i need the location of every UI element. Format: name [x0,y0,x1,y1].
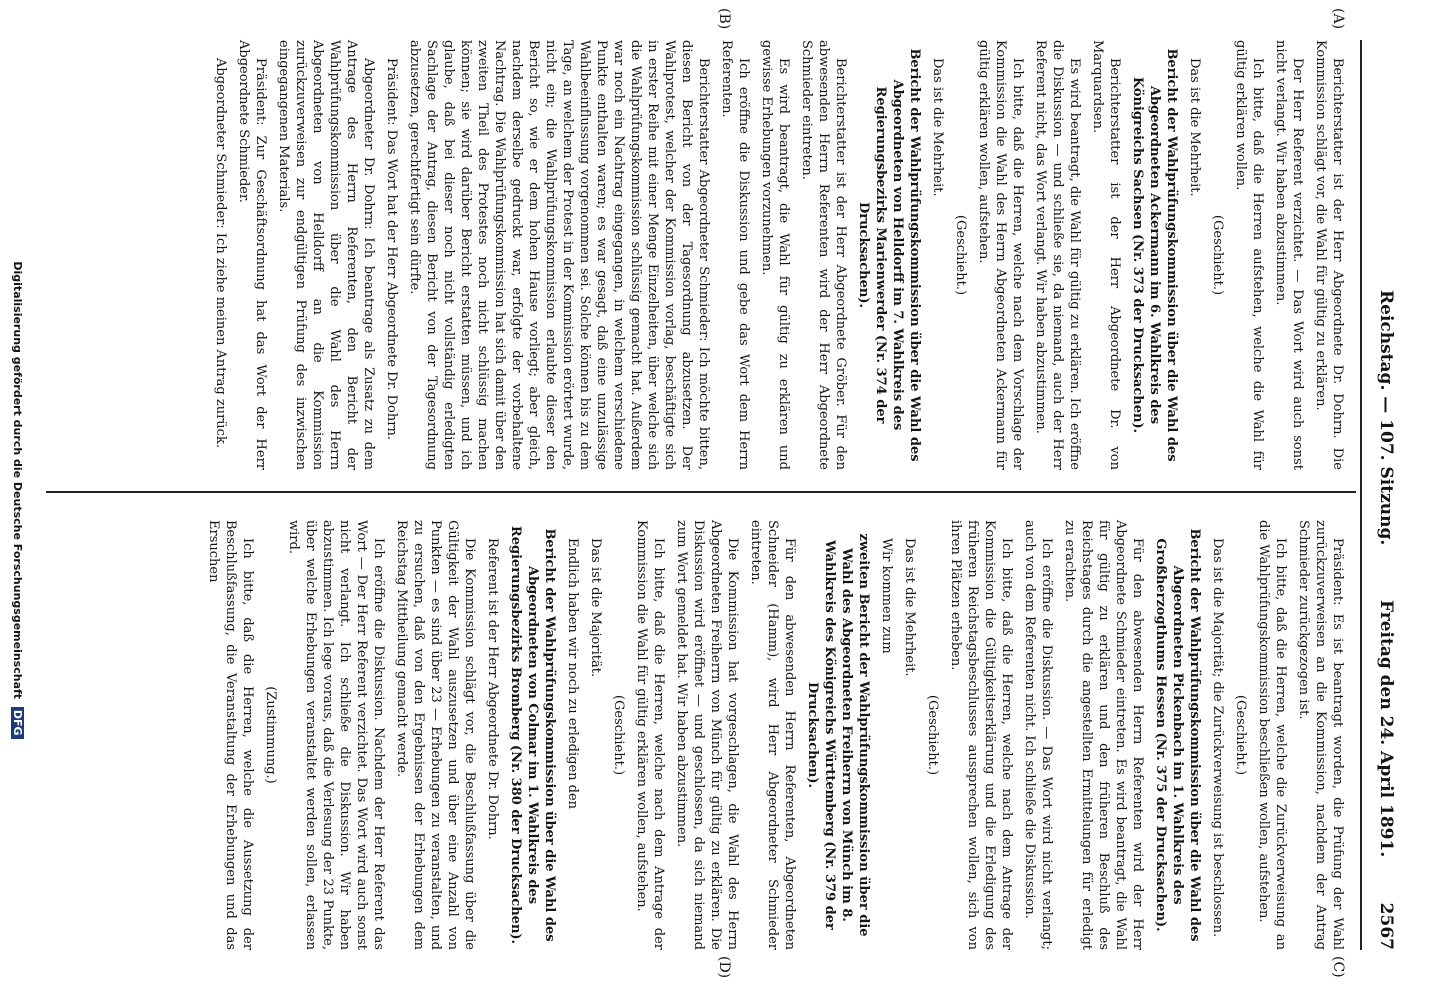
paragraph: Ich bitte, daß die Herren, welche nach dem Antrage der Kommission die Wahl für gültig erklären wollen, aufstehen. [634,520,666,950]
paragraph: Wir kommen zum [879,538,894,654]
page-header [1366,40,1402,950]
section-heading: Bericht der Wahlprüfungskommission über die Wahl des Abgeordneten Pickenbach im 1. Wahlkreis des Großherzogthums Hessen (Nr. 375 der Drucksachen). [1153,528,1202,942]
header-title: Reichstag. — 107. Sitzung. [1376,290,1396,546]
paragraph: Referent ist der Herr Abgeordnete Dr. Dohrn. [485,538,500,840]
paragraph: Berichterstatter ist der Herr Abgeordnete Gröber. Für den abwesenden Herrn Referenten wird der Herr Abgeordnete Schmieder eintreten. [799,40,848,470]
margin-marker-b: (B) [716,8,732,30]
paragraph: Ich eröffne die Diskussion und gebe das Wort dem Herrn Referenten. [719,40,751,470]
stage-direction: (Geschieht.) [1233,694,1248,776]
left-column [206,40,1346,470]
paragraph: Das ist die Majorität. [588,538,603,678]
margin-marker-c: (C) [1330,956,1346,978]
paragraph: Ich bitte, daß die Herren, welche die Zurückverweisung an die Wahlprüfungskommission beschließen wollen, aufstehen. [1256,520,1288,950]
stage-direction: (Zustimmung.) [263,686,278,784]
paragraph: Präsident: Zur Geschäftsordnung hat das Wort der Herr Abgeordnete Schmieder. [236,40,268,470]
paragraph: Ich bitte, daß die Herren, welche nach dem Antrage der Kommission die Gültigkeitserklärung und die Erledigung des früheren Reichstagsbeschlusses aussprechen wollen, sich von ihren Plätzen erheben. [948,520,1014,950]
paragraph: Für den abwesenden Herrn Referenten wird der Herr Abgeordnete Schmieder eintreten. Es wird beantragt, die Wahl für gültig zu erklären und den früheren Beschluß des Reichstages durch die angestellten Ermittelungen für erledigt zu erachten. [1062,520,1145,950]
paragraph: Ich bitte, daß die Herren, welche nach dem Vorschlage der Kommission die Wahl des Herrn Abgeordneten Ackermann für gültig erklären wollen, aufstehen. [976,40,1025,470]
paragraph: Das ist die Mehrheit. [930,58,945,197]
section-heading: Bericht der Wahlprüfungskommission über die Wahl des Abgeordneten Ackermann im 6. Wahlkreis des Königreichs Sachsen (Nr. 373 der Drucksachen). [1130,48,1179,462]
paragraph: Ich eröffne die Diskussion. Nachdem der Herr Referent das Wort — Der Herr Referent verzichtet. Das Wort wird auch sonst nicht verlangt. Ich schließe die Diskussion. Wir haben abzustimmen. Ich lege voraus, daß die Verlesung der 23 Punkte, über welche Erhebungen veranstaltet werden sollen, erlassen wird. [286,520,386,950]
dfg-logo: DFG [11,707,24,739]
paragraph: Berichterstatter Abgeordneter Schmieder: Ich möchte bitten, diesen Bericht von der Tagesordnung abzusetzen. Der Wahlprotest, welcher der Kommission vorlag, beschäftigte sich in erster Reihe mit einer Menge Einzelheiten, über welche sich die Wahlprüfungskommission schlüssig gemacht hat. Außerdem war noch ein Nachtrag eingegangen, in welchem verschiedene Punkte enthalten waren; es war gesagt, daß eine unzulässige Wahlbeeinflussung vorgenommen sei. Solche können bis zu dem Tage, an welchem der Protest in der Kommission erörtert wurde, nicht ein; die Wahlprüfungskommission erlaubte dieser den Bericht so, wie er dem hohen Hause vorliegt; aber gleich, nachdem derselbe gedruckt war, erfolgte der vorbehaltene Nachtrag. Die Wahlprüfungskommission hat sich damit über den zweiten Theil des Protestes noch nicht schlüssig machen können; sie wird darüber Bericht erstatten müssen, und ich glaube, daß bei dieser noch nicht vollständig erledigten Sachlage der Antrag, diesen Bericht von der Tagesordnung abzusetzen, gerechtfertigt sein dürfte. [407,40,711,470]
header-rule [1360,40,1362,950]
paragraph: Ich bitte, daß die Herren aufstehen, welche die Wahl für gültig erklären wollen. [1233,40,1265,470]
page-number: 2567 [1376,902,1396,950]
right-column [199,520,1346,950]
digitization-footer [11,0,24,1000]
paragraph: Für den abwesenden Herrn Referenten, Abgeordneten Schneider (Hamm), wird Herr Abgeordneter Schmieder eintreten. [748,520,797,950]
paragraph: Der Herr Referent verzichtet. — Das Wort wird auch sonst nicht verlangt. Wir haben abzustimmen. [1273,40,1305,470]
paragraph: Abgeordneter Dr. Dohrn: Ich beantrage als Zusatz zu dem Antrage des Herrn Referenten, den Bericht der Wahlprüfungskommission über die Wahl des Herrn Abgeordneten von Helldorff an die Kommission zurückzuverweisen zur endgültigen Prüfung des inzwischen eingegangenen Materials. [276,40,376,470]
paragraph: Berichterstatter ist der Herr Abgeordnete Dr. von Marquardsen. [1090,40,1122,470]
paragraph: Präsident: Es ist beantragt worden, die Prüfung der Wahl zurückzuverweisen an die Kommission, nachdem der Antrag Schmieder zurückgezogen ist. [1296,520,1345,950]
paragraph: Es wird beantragt, die Wahl für gültig zu erklären und gewisse Erhebungen vorzunehmen. [759,40,791,470]
section-heading: Bericht der Wahlprüfungskommission über die Wahl des Abgeordneten von Colmar im 1. Wahlkreis des Regierungsbezirks Bromberg (Nr. 380 der Drucksachen). [508,525,557,945]
stage-direction: (Geschieht.) [611,694,626,776]
section-heading: Bericht der Wahlprüfungskommission über die Wahl des Abgeordneten von Helldorff im 7. Wahlkreis des Regierungsbezirks Marienwerder (Nr. 374 der Drucksachen). [856,48,922,462]
paragraph: Ich eröffne die Diskussion. — Das Wort wird nicht verlangt; auch von dem Referenten nicht. Ich schließe die Diskussion. [1022,520,1054,950]
paragraph: Berichterstatter ist der Herr Abgeordnete Dr. Dohrn. Die Kommission schlägt vor, die Wahl für gültig zu erklären. [1313,40,1345,470]
paragraph: Es wird beantragt, die Wahl für gültig zu erklären. Ich eröffne die Diskussion — und schließe sie, da niemand, auch der Herr Referent nicht, das Wort verlangt. Wir haben abzustimmen. [1033,40,1082,470]
paragraph: Präsident: Das Wort hat der Herr Abgeordnete Dr. Dohrn. [384,58,399,440]
paragraph: Abgeordneter Schmieder: Ich ziehe meinen Antrag zurück. [213,58,228,448]
paragraph: Das ist die Mehrheit. [902,538,917,677]
header-date: Freitag den 24. April 1891. [1376,600,1396,858]
margin-marker-a: (A) [1330,8,1346,30]
footer-text: Digitalisierung gefördert durch die Deutsche Forschungsgemeinschaft [11,261,24,700]
stage-direction: (Geschieht.) [953,214,968,296]
paragraph: Endlich haben wir noch zu erledigen den [565,538,580,810]
paragraph: Die Kommission schlägt vor, die Beschlußfassung über die Gültigkeit der Wahl auszusetzen und über eine Anzahl von Punkten — es sind über 23 — Erhebungen zu veranstalten, und zu ersuchen, daß von den Ergebnissen der Erhebungen dem Reichstag Mittheilung gemacht werde. [394,520,477,950]
paragraph: Das ist die Mehrheit. [1187,58,1202,197]
paragraph: Die Kommission hat vorgeschlagen, die Wahl des Herrn Abgeordneten Freiherrn von Münch für gültig zu erklären. Die Diskussion wird eröffnet — und geschlossen, da sich niemand zum Wort gemeldet hat. Wir haben abzustimmen. [674,520,740,950]
section-heading: zweiten Bericht der Wahlprüfungskommission über die Wahl des Abgeordneten Freiherrn von Münch im 8. Wahlkreis des Königreichs Württemberg (Nr. 379 der Drucksachen). [805,533,871,937]
stage-direction: (Geschieht.) [1210,214,1225,296]
stage-direction: (Geschieht.) [925,694,940,776]
margin-marker-d: (D) [716,956,732,979]
column-divider [46,491,1356,493]
paragraph: Ich bitte, daß die Herren, welche die Aussetzung der Beschlußfassung, die Veranstaltung der Erhebungen und das Ersuchen [206,520,255,950]
paragraph: Das ist die Majorität; die Zurückverweisung ist beschlossen. [1210,538,1225,938]
